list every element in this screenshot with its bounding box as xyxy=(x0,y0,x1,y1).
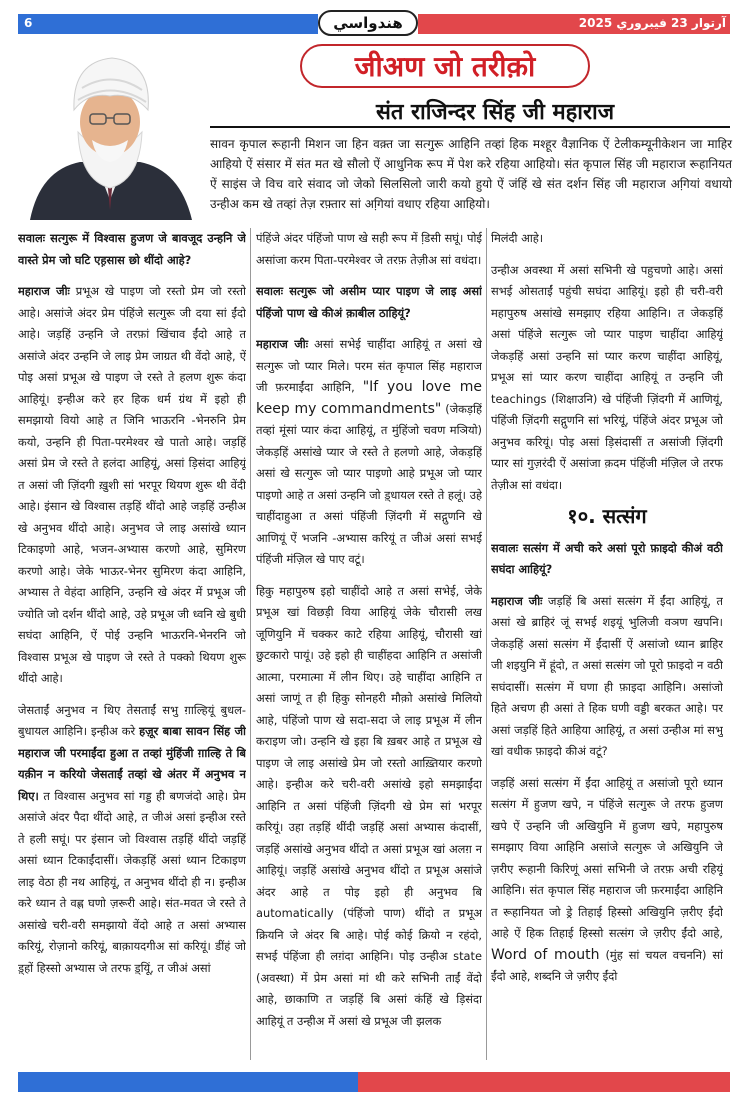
page-number: 6 xyxy=(24,16,33,30)
footer-bar-right xyxy=(358,1072,730,1092)
answer-text: प्रभूअ खे पाइण जो रस्तो प्रेम जो रस्तो आहे। असांजे अंदर प्रेम पंहिंजे सत्गुरू जी दया सां ईंदो आहे। जड़हिं उन्हनि जे तरफ़ां खिंचाव ईंदो आहे त असांजे अंदर उन्हनि जे लाइ प्रेम जाग्रत थी वेंदो आहे, ऐं पोइ असां प्रभूअ खे पाइण जे रस्ते ते हलण शुरू कंदा आहियूं। इन्हीअ करे हर हिक धर्म ग्रंथ में इहो ही समझायो वियो आहे त जिनि भाऊरनि -भेनरुनि प्रेम कयो, उन्हनि ही पिता-परमेश्वर खे पातो आहे। जड़हिं असां प्रेम जे रस्ते ते हलंदा आहियूं, असां ड़िसंदा आहियूं त असां जी ज़िंदगी ख़ुशी सां भरपूर थियण शुरू थी वेंदी आहे। इंसान खे विश्वास तड़हिं थींदो आहे जड़हिं उन्हीअ खे अनुभव थींदो आहे। अनुभव जे लाइ असांखे ध्यान टिकाइणो आहे, भजन-अभ्यास करणो आहे, सुमिरण करणो आहे। जेके भाऊर-भेनर सुमिरण कंदा आहिनि, अभ्यास ते वेहंदा आहिनि, उन्हनि खे अंदर में प्रभूअ जी ज्योति जो दर्शन थींदो आहे, उहे प्रभूअ जी ध्वनि खे बुधी सघंदा आहिनि, ऐं पोई उन्हनि भाऊरनि-भेनरनि जो विश्वास प्रभूअ खे पाइण जे रस्ते ते पक्को थियण शुरू थींदो आहे। xyxy=(18,284,246,685)
answer-paragraph xyxy=(491,591,723,763)
footer-bar-left xyxy=(18,1072,358,1092)
quoted-emphasis: हज़ूर बाबा सावन सिंह जी महाराज जी परमाईंदा हुआ त तव्हां मुंहिंजी ग़ाल्हि ते बि यक़ीन न करियो जेसताईं तव्हां खे अंतर में अनुभव न थिए। xyxy=(18,724,246,803)
answer-text: (जेकड़हिं तव्हां मूंसां प्यार कंदा आहियूं, त मुंहिंजो चवण मञियो) जेकड़हिं असांखे प्यार जे रस्ते ते हलणो आहे, जेकड़हिं असां खे सत्गुरू जो प्यार पाइणो आहे प्रभूअ जो प्यार पाइणो आहे त असां उन्हनि जो ड़्धायल रस्ते ते हलूं। उहे चाहींदाहुआ त असां पंहिंजी ज़िंदगी में सद्गुणनि खे आणियूं ऐं भजनि -अभ्यास करियूं त जीअं असां सभई पंहिंजी मंज़िल खे पाए वटूं। xyxy=(256,401,482,566)
article-intro: सावन कृपाल रूहानी मिशन जा हिन वक़्त जा सत्गुरू आहिनि तव्हां हिक मश्हूर वैज्ञानिक ऐं टेलीकम्यूनीकेशन जा माहिर आहियो ऐं संसार में संत मत खे सौलो ऐं आधुनिक रूप में पेश करे रहिया आहियो। संत कृपाल सिंह जी महाराज रूहानियत ऐं साइंस जे विच वारे संवाद जो जेको सिलसिलो जारी कयो हुयो ऐं जंहिं खे संत दर्शन सिंह जी महाराज अगि़यां वधायो उन्हीअ कम खे तव्हां तेज़ रफ़्तार सां अगि़यां वधाए रहिया आहियो। xyxy=(210,137,732,211)
answer-text: जड़हिं बि असां सत्संग में ईंदा आहियूं, त असां खे ब्राहिरं जूं सभई शइयूं भुलिजी वञण खपनि। जेकड़हिं असां सत्संग में ईंदासीं ऐं असांजो ध्यान ब्राहिर जी शइयुनि में हूंदो, त असां सत्संग जो पूरो फ़ाइदो न वठी सघंदासीं। सत्संग में घणा ही फ़ाइदा आहिनि। असांजो हिते अचण ही असां ते हिक घणी वड्डी बरकत आहे। पर असां जड़हिं हिते आहिया आहियूं, त असां उन्हीअ मां सभु खां वधीक फ़ाइदो कीअं वटूं? xyxy=(491,593,723,758)
issue-date: آرتوار 23 فيبروري 2025 xyxy=(578,16,726,30)
answer-text: असां सभेई चाहींदा आहियूं त असां खे सत्गुरू जो प्यार मिले। परम संत कृपाल सिंह महाराज जी फ़रमाईंदा आहिनि, xyxy=(256,337,482,394)
body-text: (मुंह सां चयल वचननि) सां ईंदो आहे, शब्दनि जे ज़रीए ईंदो xyxy=(491,947,723,983)
article-column-2 xyxy=(256,228,482,1060)
body-paragraph: हिकु महापुरुष इहो चाहींदो आहे त असां सभेई, जेके प्रभूअ खां विछड़ी विया आहियूं जेके चौरासी लख जूणियुनि में चक्कर काटे रहिया आहियूं, चौरासी खां छुटकारो पायूं। उहे इहो ही चाहींहदा आहिनि त असांजी आत्मा, परमात्मा में लीन थिए। उहे चाहींदा आहिनि त असां जाणूं त ही हिकु सोनहरी मौक़ो असांखे मिलियो आहे, पंहिंजो पाण खे सदा-सदा जे लाइ प्रभूअ में लीन कराइण जो। उन्हनि खे इहा बि ख़बर आहे त प्रभूअ खे पाइण जे लाइ असांखे प्रेम जो रस्तो आख़्तियार करणो आहे। इन्हीअ करे चरी-वरी असांखे इहो समझाईंदा आहिनि त असां पंहिंजी ज़िंदगी खे प्रेम सां भरपूर करियूं। उहा तड़हिं थींदी जड़हिं असां अभ्यास कंदासीं, जड़हिं असांखे अनुभव थींदो त असां प्रभूअ खां अलग़ न आहियूं। जड़हिं असांखे अनुभव थींदो त प्रभूअ असांजे अंदर आहे त पोइ इहो ही अनुभव बि automatically (पंहिंजो पाण) थींदो त प्रभूअ क्रियनि जे अंदर बि आहे। पोई कोई क्रियो न रहंदो, सभई पंहिंजा ही लग़ंदा आहिनि। पोइ उन्हीअ state (अवस्था) में प्रेम असां मां थी करे सभिनी ताईं वेंदो आहे, छाकाणि त जड़हिं बि असां कंहिं खे ड़िसंदा आहियूं त उन्हीअ में असां खे प्रभूअ जी झलक xyxy=(256,583,482,1028)
article-column-1 xyxy=(18,228,246,1060)
answer-paragraph xyxy=(256,334,482,571)
body-paragraph: मिलंदी आहे। xyxy=(491,231,544,245)
answer-label: महाराज जीः xyxy=(18,284,70,298)
column-divider xyxy=(250,228,251,1060)
author-name: संत राजिन्दर सिंह जी महाराज xyxy=(375,99,615,125)
author-divider xyxy=(210,126,730,128)
body-paragraph: उन्हीअ अवस्था में असां सभिनी खे पहुचणो आहे। असां सभई ओसताईं पहुंची सघंदा आहियूं। इहो ही चरी-वरी महापुरुष असांखे समझाए रहिया आहिनि। त जेकड़हिं असां पंहिंजे सत्गुरू जो प्यार पाइण चाहींदा आहियूं जेकड़हिं असां उन्हनि सां प्यार करण चाहींदा आहियूं, प्रभूअ सां प्यार करण चाहींदा आहियूं त उन्हनि जी teachings (शिक्षाउनि) खे पंहिंजी ज़िंदगी में आणियूं, पंहिंजी ज़िंदगी सद्गुणनि सां भरियूं, पंहिंजे अंदर प्रभूअ जो अनुभव करियूं। पोइ असां ड़िसंदासीं त असांजी ज़िंदगी प्यार सां गुज़रंदी ऐं असांजा क़दम पंहिंजी मंज़िल जे तरफ तेज़ीअ सां वधंदा। xyxy=(491,262,723,492)
body-paragraph xyxy=(491,773,723,988)
english-quote: "If you love me keep my commandments" xyxy=(256,379,482,417)
question-heading: सवालः सत्गुरू जो असीम प्यार पाइण जे लाइ असां पंहिंजो पाण खे कीअं क़ाबील ठाहियूं? xyxy=(256,284,482,320)
author-portrait xyxy=(20,40,200,220)
column-divider xyxy=(486,228,487,1060)
body-text: जेसताईं अनुभव न थिए तेसताईं सभु ग़ाल्हियूं बुधल-बुधायल आहिनि। इन्हीअ करे xyxy=(18,702,246,738)
article-title: जीअण जो तरीक़ो xyxy=(300,44,590,88)
header-bar-left xyxy=(18,14,318,34)
english-phrase: Word of mouth xyxy=(491,946,600,963)
article-column-3 xyxy=(491,228,723,1060)
newspaper-logo: هندواسي xyxy=(318,10,418,36)
question-heading: सवालः सत्गुरू में विश्वास हुजण जे बावजूद उन्हनि जे वास्ते प्रेम जो घटि एह़सास छो थींदो आहे? xyxy=(18,231,246,267)
answer-label: महाराज जीः xyxy=(256,337,309,351)
section-heading: १०. सत्संग xyxy=(567,504,647,528)
answer-paragraph xyxy=(18,281,246,690)
body-text: जड़हिं असां सत्संग में ईंदा आहियूं त असांजो पूरो ध्यान सत्संग में हुजण खपे, न पंहिंजे सत्गुरू जे तरफ हुजण खपे ऐं उन्हनि जी अखियुनि में हुजण खपे, महापुरुष समझाए विया आहिनि असांजे सत्गुरू जे अखियुनि जे ज़रीए रूहानी किरिणूं असां सभिनी जे तरफ़ अची रहियूं आहिनि। संत कृपाल सिंह महाराज जी फ़रमाईंदा आहिनि त रूहानियत जो ड्रे तिहाई हिस्सो अखियुनि ज़रीए ईंदो आहे ऐं हिक तिहाई हिस्सो सत्संग जे ज़रीए ईंदो आहे, xyxy=(491,775,723,940)
body-paragraph: पंहिंजे अंदर पंहिंजो पाण खे सही रूप में डि़सी सघूं। पोई असांजा करम पिता-परमेश्वर जे तरफ़ तेज़ीअ सां वधंदा। xyxy=(256,231,482,267)
answer-label: महाराज जीः xyxy=(491,593,543,608)
body-text: त विश्वास अनुभव सां गड्ड ही बणजंदो आहे। प्रेम असांजे अंदर पैदा थींदो आहे, त जीअं असां इन्हीअ रस्ते ते हली सघूं। पर इंसान जो विश्वास तड़हिं थींदो जड़हिं असां ध्यान टिकाईंदासीं। जेकड़हिं असां ध्यान टिकाइण लाइ वेठा ही नथ आहियूं, त अनुभव थींदो ही न। इन्हीअ करे ध्यान ते वह्ण घणो ज़रूरी आहे। संत-मवत जे रस्ते ते असांखे चरी-वरी समझायो वेंदो आहे त असां अभ्यास करियूं, रोज़ानो करियूं, बाक़ायदगीअ सां करियूं। डींहं जो ड़्हों हिस्सो अभ्यास जे तरफ ड़्यिूं, त जीअं असां xyxy=(18,788,246,975)
body-paragraph xyxy=(18,700,246,980)
question-heading: सवालः सत्संग में अची करे असां पूरो फ़ाइदो कीअं वठी सघंदा आहियूं? xyxy=(491,540,723,576)
